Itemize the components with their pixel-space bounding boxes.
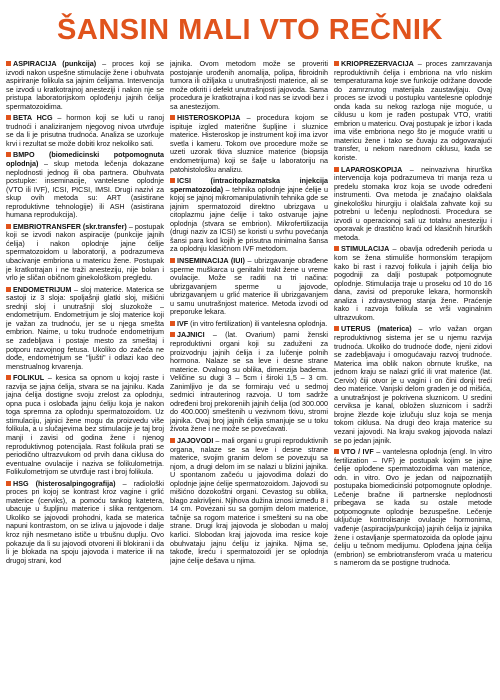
entry-definition: – ubrizgavanje obrađene sperme muškarca u genitalni trakt žene u vreme ovulacije. Može se raditi na tri načina: ubrizgavanjem sperme u jajovode, ubrizgavanjem u grlić materice ili ubrizgavanjem u samu unutrašnjost materice. Metoda izvodi od preporuke lekara.: [170, 256, 328, 317]
square-bullet-icon: [334, 61, 339, 66]
square-bullet-icon: [6, 375, 11, 380]
entry-term: HISTEROSKOPIJA: [177, 113, 241, 123]
dictionary-column: [334, 60, 492, 696]
square-bullet-icon: [170, 178, 175, 183]
entry-term: JAJNICI: [177, 330, 205, 340]
entry-term: HSG (histerosalpingografija): [13, 478, 116, 488]
entry-definition: – proces koji se izvodi nakon uspešne stimulacije žene i obuhvata aspiriranje folikula sa jajnim ćelijama. Intervencija se izvodi u kratkotrajnoj anesteziji i nakon nje se pristupa laboratorijskom oplođenju jajnih ćelija spermatozoidima.: [6, 60, 164, 111]
dictionary-entry: [6, 223, 164, 283]
dictionary-entry: [170, 60, 328, 111]
entry-term: ASPIRACIJA (punkcija): [13, 60, 97, 68]
square-bullet-icon: [170, 321, 175, 326]
entry-term: LAPAROSKOPIJA: [341, 164, 403, 174]
dictionary-entry: [170, 331, 328, 434]
square-bullet-icon: [170, 258, 175, 263]
dictionary-entry: [334, 166, 492, 243]
dictionary-entry: [170, 257, 328, 317]
square-bullet-icon: [334, 449, 339, 454]
dictionary-entry: [6, 480, 164, 565]
entry-term: STIMULACIJA: [341, 244, 390, 254]
entry-definition: – tehnika oplodnje jajne ćelije u kojoj se jajnoj mikromanipulativnih tehnika gde se jajnim spermatozoid direktno ubrizgava u citoplazmu jajne ćelije i tako ostvaruje jajne oplodnja (stvara se embrion). Mikrofertilizacija (drugi naziv za ICSI) se koristi u svrhu povećanja šansi para kod kojih je prisutna minimalna šansa za oplodnju klasičnom IVF metodom.: [170, 184, 328, 254]
entry-definition: – neinvazivna hirurška intervencija koja podrazumeva tri manja reza u predelu stomaka kroz koja se uvode određeni instrumenti. Ova metoda je značajno olakšala ginekološku hirurgiju i olakšala zahvate koji su potrebni u lečenju neplodnosti. Procedura se izvodi u operacionoj sali uz totalnu anesteziju i oporavak je drastično kraći od klasičnih hirurških metoda.: [334, 164, 492, 242]
dictionary-entry: [6, 114, 164, 148]
square-bullet-icon: [6, 115, 11, 120]
entry-definition: – proces zamrzavanja reproduktivnih ćelija i embriona na vrlo niskim temperaturama koje sve funkcije održane dovode do zamrznutog materijala zaustavljaju. Ovaj proces se izvodi u postupku vantelesne oplodnje onda kada su nekog razloga nije moguće, u ciklusu u kom je rađen postupak VTO, vratiti embrion u matericu. Ovaj postupak je izbor i kada ima više embriona nego što je moguće vratiti u matericu žene i tako se čuvaju za odgovarajući transfer, u nekom narednom ciklusu, kada se koriste.: [334, 60, 492, 163]
dictionary-entry: [6, 151, 164, 219]
entry-term: BMPO (biomedicinski potpomognuta oplodnja): [6, 150, 164, 169]
entry-definition: – procedura kojom se ispituje izgled materične šupljine i sluznice materice. Histeroskop je instrument koji ima izvor svetla i kameru. Tokom ove procedure može se uzeti uzorak tkiva sluznice materice (biopsija endometrijuma) koji se šalje u laboratoriju na patohistološku analizu.: [170, 113, 328, 174]
dictionary-column: [6, 60, 164, 696]
entry-definition: jajnika. Ovom metodom može se proveriti postojanje urođenih anomalija, polipa, fibroidnih tumora ili ožiljaka u unutrašnjosti materice, ali se može otkriti i defekt unutrašnjosti jajovoda. Sama procedura je kratkotrajna i kod nas se izvodi bez i sa anestezijom.: [170, 60, 328, 111]
dictionary-entry: [170, 320, 328, 329]
entry-definition: – kesica sa opnom u kojoj raste i razvija se jajna ćelija, stvara se na jajniku. Kada jajna ćelija dostigne svoju zrelost za oplodnju, opna puca i oslobađa jajnu ćeliju koja je nakon toga spremna za oplodnju spermatozoidom. Uz stimulaciju, jajnici žene mogu da proizvedu više folikula, a u slučajevima bez stimulacije je taj broj manji i zavisi od godina žene i njenog reproduktivnog potencijala. Rast folikula prati se periodično ultrazvukom od prvih dana ciklusa do eventualne ovulacije i naziva se folikulometrija. Folikulometrijom se utvrđuje rast i broj folikula.: [6, 373, 164, 477]
square-bullet-icon: [334, 326, 339, 331]
dictionary-entry: [170, 114, 328, 174]
entry-definition: – hormon koji se luči u ranoj trudnoći i analiziranjem njegovog nivoa utvrđuje se da li je prisutna trudnoća. Analiza se uzorkuje krvi i rezultat se može dobiti kroz nekoliko sati.: [6, 113, 164, 148]
dictionary-columns: [6, 60, 494, 696]
entry-term: JAJOVODI: [177, 435, 214, 445]
entry-term: INSEMINACIJA (IUI): [177, 256, 245, 266]
dictionary-entry: [6, 374, 164, 477]
square-bullet-icon: [334, 246, 339, 251]
entry-definition: – sloj materice. Materica se sastoji iz 3 sloja: spoljašnji glatki sloj, mišićni srednji sloj i unutrašnji sloj sluzokože – endometrijum. Endometrijum je sloj materice koji je važan za trudnoću, jer se u njega smešta embrion. Naime, u toku trudnoće endometrijum se zadebljava i postaje mesto za smeštaj i potporu razvojnog fetusa. Ukoliko do začeća ne dođe, endometrijum se "ljušti" i odlazi kao deo menstrualnog krvarenja.: [6, 284, 164, 371]
entry-term: KRIOPREZERVACIJA: [341, 60, 414, 68]
square-bullet-icon: [6, 61, 11, 66]
dictionary-column: [170, 60, 328, 696]
entry-term: IVF: [177, 318, 189, 328]
dictionary-entry: [170, 177, 328, 254]
square-bullet-icon: [170, 332, 175, 337]
dictionary-entry: [6, 286, 164, 371]
square-bullet-icon: [170, 438, 175, 443]
square-bullet-icon: [6, 481, 11, 486]
entry-term: VTO / IVF: [341, 447, 374, 457]
entry-term: EMBRIOTRANSFER (skr.transfer): [13, 221, 127, 231]
entry-term: BETA HCG: [13, 113, 53, 123]
entry-definition: – (lat. Ovarium) parni ženski reproduktivni organi koji su zaduženi za proizvodnju jajnih ćelija i za lučenje polnih hormona. Nalaze se sa leve i desne strane materice. Ovalnog su oblika, dimenzija badema. Veličine su dugi 3 – 5cm i široki 1,5 – 3 cm. Zanimljivo je da se formiraju već u sedmoj sedmici intrauterinog razvoja. U tom sadrže određeni broj prekoreniih jajnih ćelija (od 300.000 do 400.000) smeštenih u vezivnom tkivu, stromi jajnika. Ovaj broj jajnih ćelija smanjuje se u toku života žene i ne može se povećavati.: [170, 330, 328, 434]
entry-definition: – obavlja određenih perioda u kom se žena stimuliše hormonskim terapijom kako bi rast i razvoj folikula i jajnih ćelija bio pogodniji za dalji postupak potpomognute oplodnje. Stimulacija traje u proseku od 10 do 16 dana, zavisi od preporuke lekara, hormonskih analiza i zdravstvenog stanja žene. Praćenje kako i razvoja folikula se vrši vaginalnim ultrazvukom.: [334, 244, 492, 322]
entry-term: UTERUS (materica): [341, 324, 412, 334]
entry-definition: – vrlo važan organ reproduktivnog sistema jer se u njemu razvija trudnoća. Ukoliko do trudnoće dođe, njeni zidovi se zadebljavaju i omogućavaju razvoj trudnoće. Materica ima oblik nakon obrnute kruške, na jednom kraju se nalazi grlić ili vrat materice (lat. Cervix) čiji otvor je u vagini i on čini donji treći deo materice. Vanjski delom graden je od mišića, a unutrašnjost je pokrivena sluznicom. U sredini cerviksa je kanal, obložen sluznicom i sadrži brojne žlezde koje izlučuju sluz koja se menja tokom ciklusa. Na drugi deo kraja materice su vezani jajovodi. Na kraju svakog jajovoda nalazi se po jedan jajnik.: [334, 324, 492, 445]
square-bullet-icon: [6, 152, 11, 157]
square-bullet-icon: [6, 287, 11, 292]
dictionary-entry: [170, 437, 328, 565]
entry-definition: – mali organi u grupi reproduktivnih organa, nalaze se sa leve i desne strane materice, svojim granim delom se povezuju sa njom, a drugi delom im se nalazi u blizini jajnika. U spontanom začeću u jajovodima dolazi do oplodnje jajne ćelije spermatozoidom. Jajovodi su mišićno dozokoštni organi. Cevastog su oblika, blago zakrivljeni. Njihova dužina iznosi između 8 i 14 cm. Povezani su sa gornjim delom materice, tačnije sa rogom materice i smešteni su na obe strane. Drugi kraj jajovoda je slobodan u maloj karlici. Slobodan kraj jajovoda ima resice koje obuhvataju jajnu ćeliju iz jajnika. Njima se, takođe, kreću i spermatozoidi jer se oplodnja jajne ćelije dešava u njima.: [170, 435, 328, 565]
entry-definition: – postupak koji se izvodi nakon aspiracije (punkcije jajnih ćelija) i nakon oplodnje jajne ćelije spermatozoidom u laboratoriji, a podrazumeva ubacivanje embriona u matericu žene. Postupak je kratkotrajan i ne traži anesteziju, nije bolan i vrlo je sličan običnom ginekološkom pregledu.: [6, 221, 164, 283]
dictionary-entry: [334, 448, 492, 568]
entry-definition: (in vitro fertilization) ili vantelesna oplodnja.: [188, 318, 328, 328]
square-bullet-icon: [334, 167, 339, 172]
dictionary-entry: [6, 60, 164, 111]
square-bullet-icon: [170, 115, 175, 120]
entry-term: ENDOMETRIJUM: [13, 284, 72, 294]
square-bullet-icon: [6, 224, 11, 229]
page-title: ŠANSIN MALI VTO REČNIK: [57, 14, 443, 46]
dictionary-entry: [334, 325, 492, 445]
entry-definition: – vantelesna oplodnja (engl. In vitro fertilization – IVF) je postupak kojim se jajne ćelije oplođene spermatozoidima van materice, odn. in vitro. Ovo je jedan od najpoznatijih postupaka biomedicinski potpomognute oplodnje. Lečenje bračne ili partnerske neplodnosti pribegava se kada su ostale metode potpomognute oplodnje bezuspešne. Lečenje uključuje kontrolisanje ovulacije hormonima, vađenje (aspiracija/punkcija) jajnih ćelija iz jajnika žene i ostavljanje spermatozoida da oplode jajnu ćeliju u tečnom medijumu. Oplođena jajna ćelija (embrion) se embriotransferom vraća u matericu s namerom da se postigne trudnoća.: [334, 447, 492, 568]
entry-definition: – skup metoda lečenja dokazane neplodnosti jednog ili oba partnera. Obuhvata postupke: inseminacije, vantelesne oplodnje (VTO ili IVF), ICSI, PICSI, IMSI. Drugi nazivi za skup ovih metoda su: ART (asistirane reproduktivne tehnologije) ili ASH (asistirana humana reprodukcija).: [6, 159, 164, 220]
dictionary-entry: [334, 60, 492, 163]
dictionary-entry: [334, 245, 492, 322]
entry-term: ICSI (intracitoplazmatska injekcija spermatozoida): [170, 176, 328, 194]
entry-term: FOLIKUL: [13, 373, 45, 383]
entry-definition: – radiološki proces pri kojoj se kontrast kroz vagine i grlić materice (cerviks), a pomoću tankog katetera, ubacuje u šupljinu materice i slika rentgenom. Ukoliko se jajovodi prohodni, kada se materica napuni kontrastom, on se izliva u jajovode i dalje kroz njih nesmetano ističe u trbušnu duplju. Ovo pokazuje da li su jajovodi otvoreni ili blokirani i da li je blokada na spoju jajovoda i materice ili na drugoj strani, kod: [6, 478, 164, 565]
